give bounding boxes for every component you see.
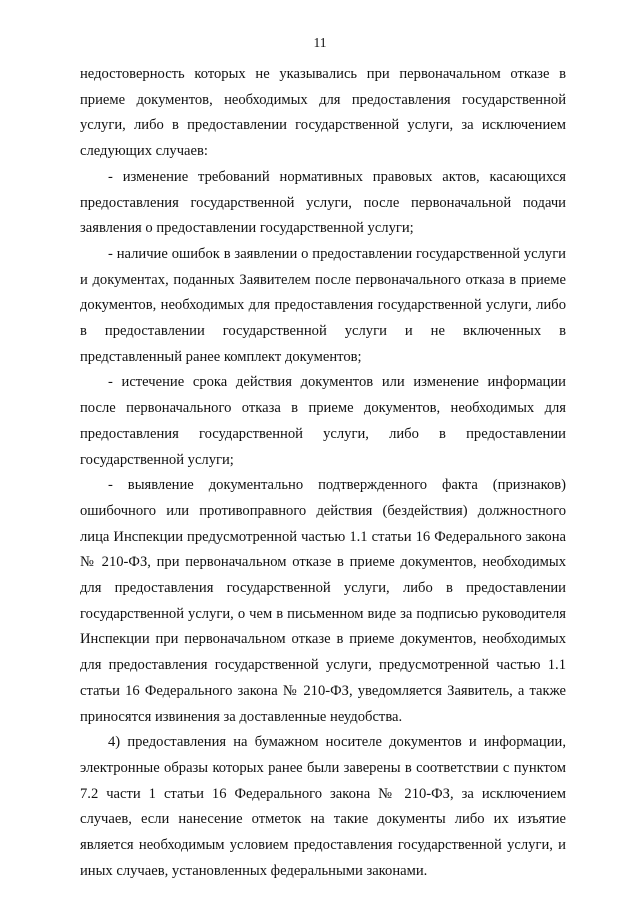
paragraph-item-4: 4) предоставления на бумажном носителе документов и информации, электронные образы которых ранее были заверены в соответствии с пунктом 7.2 части 1 статьи 16 Федерального закона № 210-ФЗ, за исключением случаев, если нанесение отметок на такие документы либо их изъятие является необходимым условием предоставления государственной услуги, и иных случаев, установленных федеральными законами. — [80, 734, 566, 879]
list-item-erroneous-action: - выявление документально подтвержденного факта (признаков) ошибочного или противоправного действия (бездействия) должностного лица Инспекции предусмотренной частью 1.1 статьи 16 Федерального закона № 210-ФЗ, при первоначальном отказе в приеме документов, необходимых для предоставления государственной услуги, либо в предоставлении государственной услуги, о чем в письменном виде за подписью руководителя Инспекции при первоначальном отказе в приеме документов, необходимых для предоставления государственной услуги, предусмотренной частью 1.1 статьи 16 Федерального закона № 210-ФЗ, уведомляется Заявитель, а также приносятся извинения за доставленные неудобства. — [80, 477, 566, 725]
page-number: 11 — [313, 35, 327, 50]
list-item-application-errors: - наличие ошибок в заявлении о предоставлении государственной услуги и документах, поданных Заявителем после первоначального отказа в приеме документов, необходимых для предоставления государственной услуги, либо в предоставлении государственной услуги и не включенных в представленный ранее комплект документов; — [80, 245, 566, 365]
list-item-requirements-change: - изменение требований нормативных правовых актов, касающихся предоставления государственной услуги, после первоначальной подачи заявления о предоставлении государственной услуги; — [80, 168, 566, 237]
document-body — [80, 62, 566, 885]
list-item-document-expiry: - истечение срока действия документов или изменение информации после первоначального отказа в приеме документов, необходимых для предоставления государственной услуги, либо в предоставлении государственной услуги; — [80, 374, 566, 468]
paragraph-continuation: недостоверность которых не указывались при первоначальном отказе в приеме документов, необходимых для предоставления государственной услуги, либо в предоставлении государственной услуги, за исключением следующих случаев: — [80, 66, 566, 160]
